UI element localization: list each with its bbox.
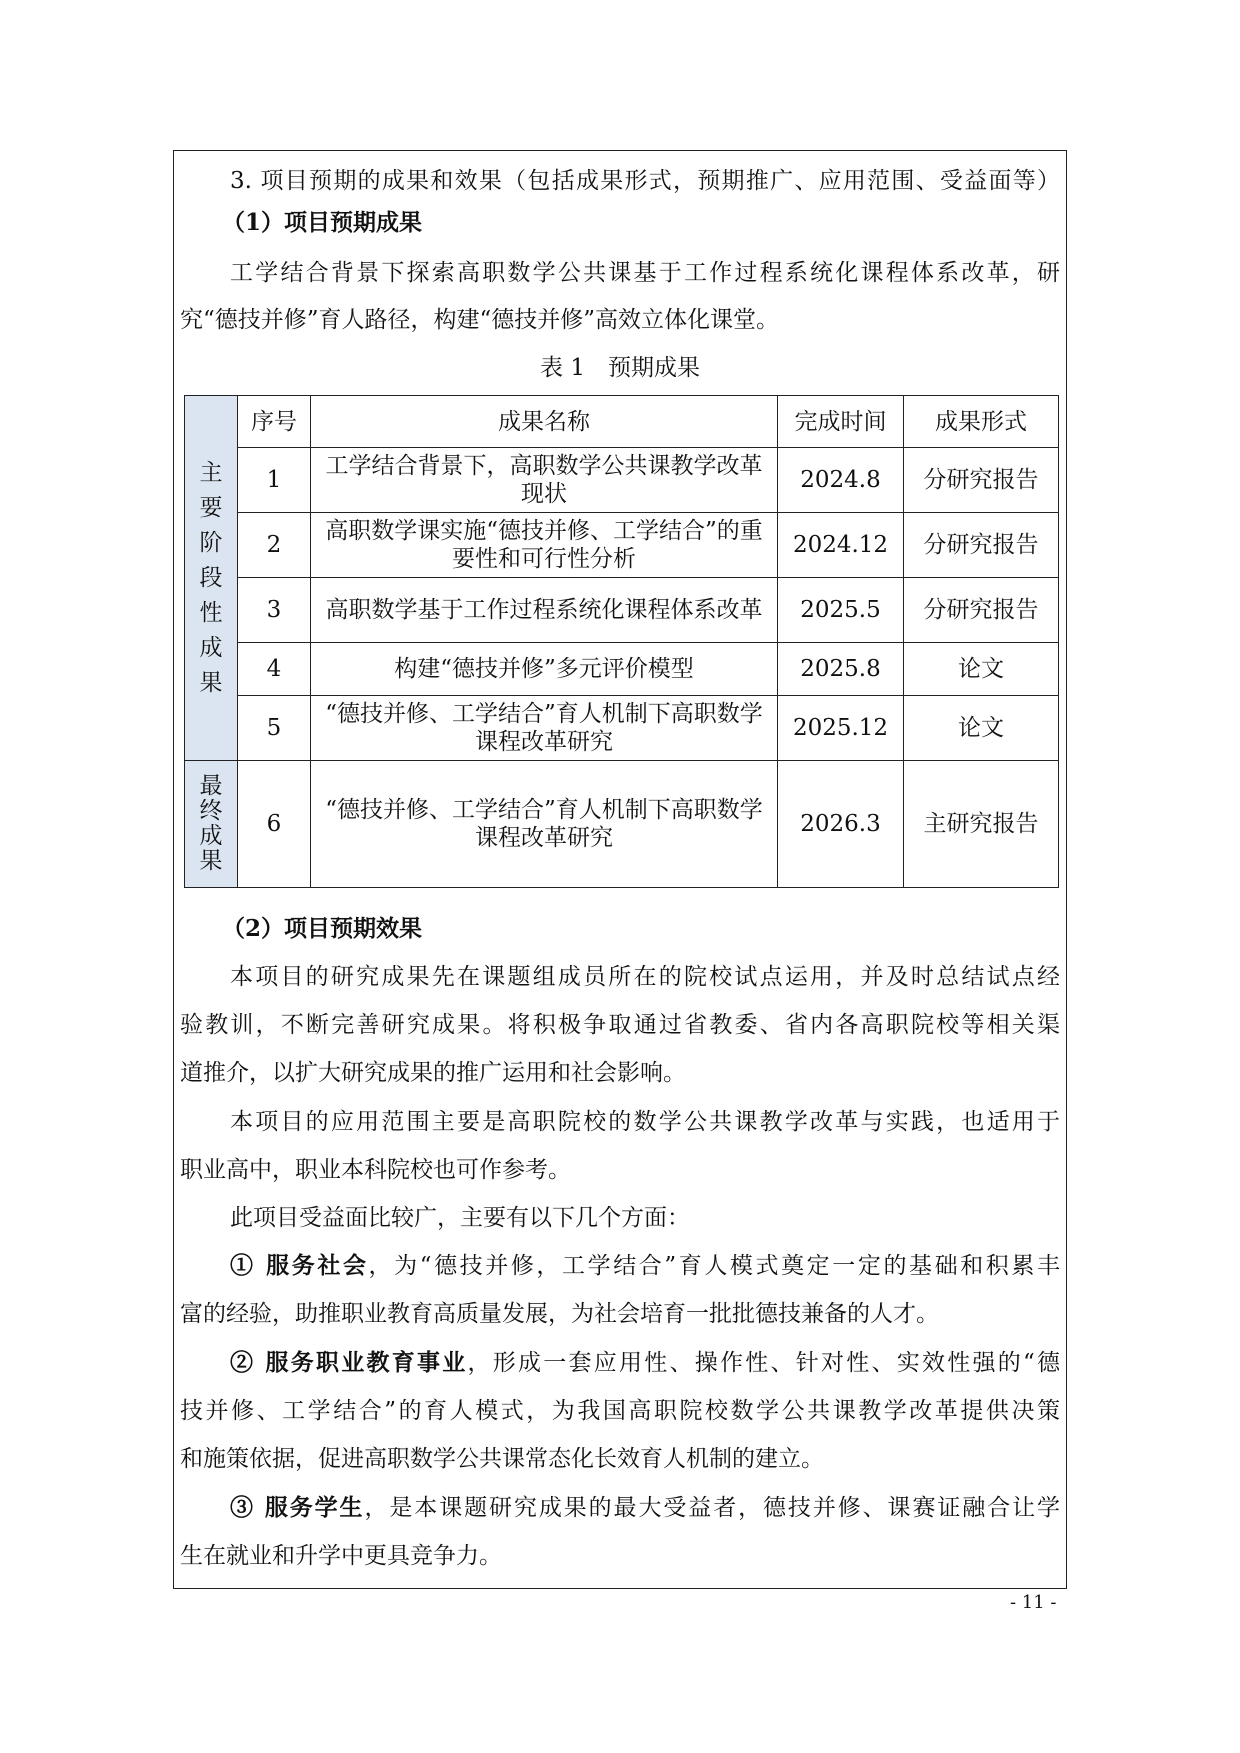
row-no: 2 <box>238 513 311 578</box>
benefit-2-title: ② 服务职业教育事业 <box>230 1349 468 1376</box>
row-time: 2024.8 <box>778 448 904 513</box>
stage-main-cell <box>185 396 238 761</box>
page-number: - 11 - <box>1010 1592 1057 1613</box>
row-no: 3 <box>238 578 311 643</box>
header-no: 序号 <box>238 396 311 448</box>
table-header-row <box>185 396 1059 448</box>
sub1-para-line1: 工学结合背景下探索高职数学公共课基于工作过程系统化课程体系改革，研 <box>230 260 1060 286</box>
row-form: 分研究报告 <box>904 513 1059 578</box>
row-name: 工学结合背景下，高职数学公共课教学改革现状 <box>311 448 778 513</box>
table-row <box>185 448 1059 513</box>
row-name: “德技并修、工学结合”育人机制下高职数学课程改革研究 <box>311 761 778 888</box>
row-time: 2025.12 <box>778 696 904 761</box>
effects-p1-line1: 本项目的研究成果先在课题组成员所在的院校试点运用，并及时总结试点经 <box>230 964 1060 990</box>
table-row <box>185 513 1059 578</box>
header-time: 完成时间 <box>778 396 904 448</box>
row-name: 构建“德技并修”多元评价模型 <box>311 643 778 696</box>
row-no: 6 <box>238 761 311 888</box>
row-form: 分研究报告 <box>904 578 1059 643</box>
benefit-item-1 <box>180 1251 1060 1281</box>
benefit-1-title: ① 服务社会 <box>230 1252 369 1279</box>
benefit-2-line2: 技并修、工学结合”的育人模式，为我国高职院校数学公共课教学改革提供决策 <box>180 1398 1060 1424</box>
header-form: 成果形式 <box>904 396 1059 448</box>
benefit-3-line2: 生在就业和升学中更具竞争力。 <box>180 1543 502 1569</box>
effects-p3: 此项目受益面比较广，主要有以下几个方面： <box>230 1205 690 1231</box>
effects-heading: （2）项目预期效果 <box>222 915 423 942</box>
row-time: 2026.3 <box>778 761 904 888</box>
benefit-2-line3: 和施策依据，促进高职数学公共课常态化长效育人机制的建立。 <box>180 1446 824 1472</box>
benefit-1-line2: 富的经验，助推职业教育高质量发展，为社会培育一批批德技兼备的人才。 <box>180 1301 939 1327</box>
table-row <box>185 643 1059 696</box>
benefit-item-2 <box>180 1348 1060 1378</box>
benefit-1-text: ，为“德技并修，工学结合”育人模式奠定一定的基础和积累丰 <box>368 1253 1060 1279</box>
row-form: 分研究报告 <box>904 448 1059 513</box>
benefit-item-3 <box>180 1493 1060 1523</box>
stage-final-cell <box>185 761 238 888</box>
sub1-heading: （1）项目预期成果 <box>222 209 423 236</box>
row-name: 高职数学基于工作过程系统化课程体系改革 <box>311 578 778 643</box>
row-form: 论文 <box>904 696 1059 761</box>
row-name: 高职数学课实施“德技并修、工学结合”的重要性和可行性分析 <box>311 513 778 578</box>
benefit-3-text: ，是本课题研究成果的最大受益者，德技并修、课赛证融合让学 <box>364 1495 1061 1521</box>
row-time: 2025.5 <box>778 578 904 643</box>
stage-final-label: 最终成果 <box>199 773 223 874</box>
row-name: “德技并修、工学结合”育人机制下高职数学课程改革研究 <box>311 696 778 761</box>
row-no: 5 <box>238 696 311 761</box>
effects-p2-line1: 本项目的应用范围主要是高职院校的数学公共课教学改革与实践，也适用于 <box>230 1109 1060 1135</box>
effects-p1-line2: 验教训，不断完善研究成果。将积极争取通过省教委、省内各高职院校等相关渠 <box>180 1012 1060 1038</box>
results-table <box>184 395 1059 888</box>
row-time: 2024.12 <box>778 513 904 578</box>
row-time: 2025.8 <box>778 643 904 696</box>
row-form: 论文 <box>904 643 1059 696</box>
benefit-3-title: ③ 服务学生 <box>230 1494 365 1521</box>
header-name: 成果名称 <box>311 396 778 448</box>
row-no: 1 <box>238 448 311 513</box>
stage-main-label: 主要阶段性成果 <box>199 459 223 696</box>
effects-p1-line3: 道推介，以扩大研究成果的推广运用和社会影响。 <box>180 1060 686 1086</box>
sub1-para-line2: 究“德技并修”育人路径，构建“德技并修”高效立体化课堂。 <box>180 307 780 333</box>
table-row <box>185 761 1059 888</box>
section-heading: 3. 项目预期的成果和效果（包括成果形式，预期推广、应用范围、受益面等） <box>230 168 1060 194</box>
table-caption: 表 1 预期成果 <box>540 355 700 381</box>
table-row <box>185 696 1059 761</box>
benefit-2-text: ，形成一套应用性、操作性、针对性、实效性强的“德 <box>467 1350 1060 1376</box>
row-form: 主研究报告 <box>904 761 1059 888</box>
effects-p2-line2: 职业高中，职业本科院校也可作参考。 <box>180 1157 571 1183</box>
table-row <box>185 578 1059 643</box>
row-no: 4 <box>238 643 311 696</box>
